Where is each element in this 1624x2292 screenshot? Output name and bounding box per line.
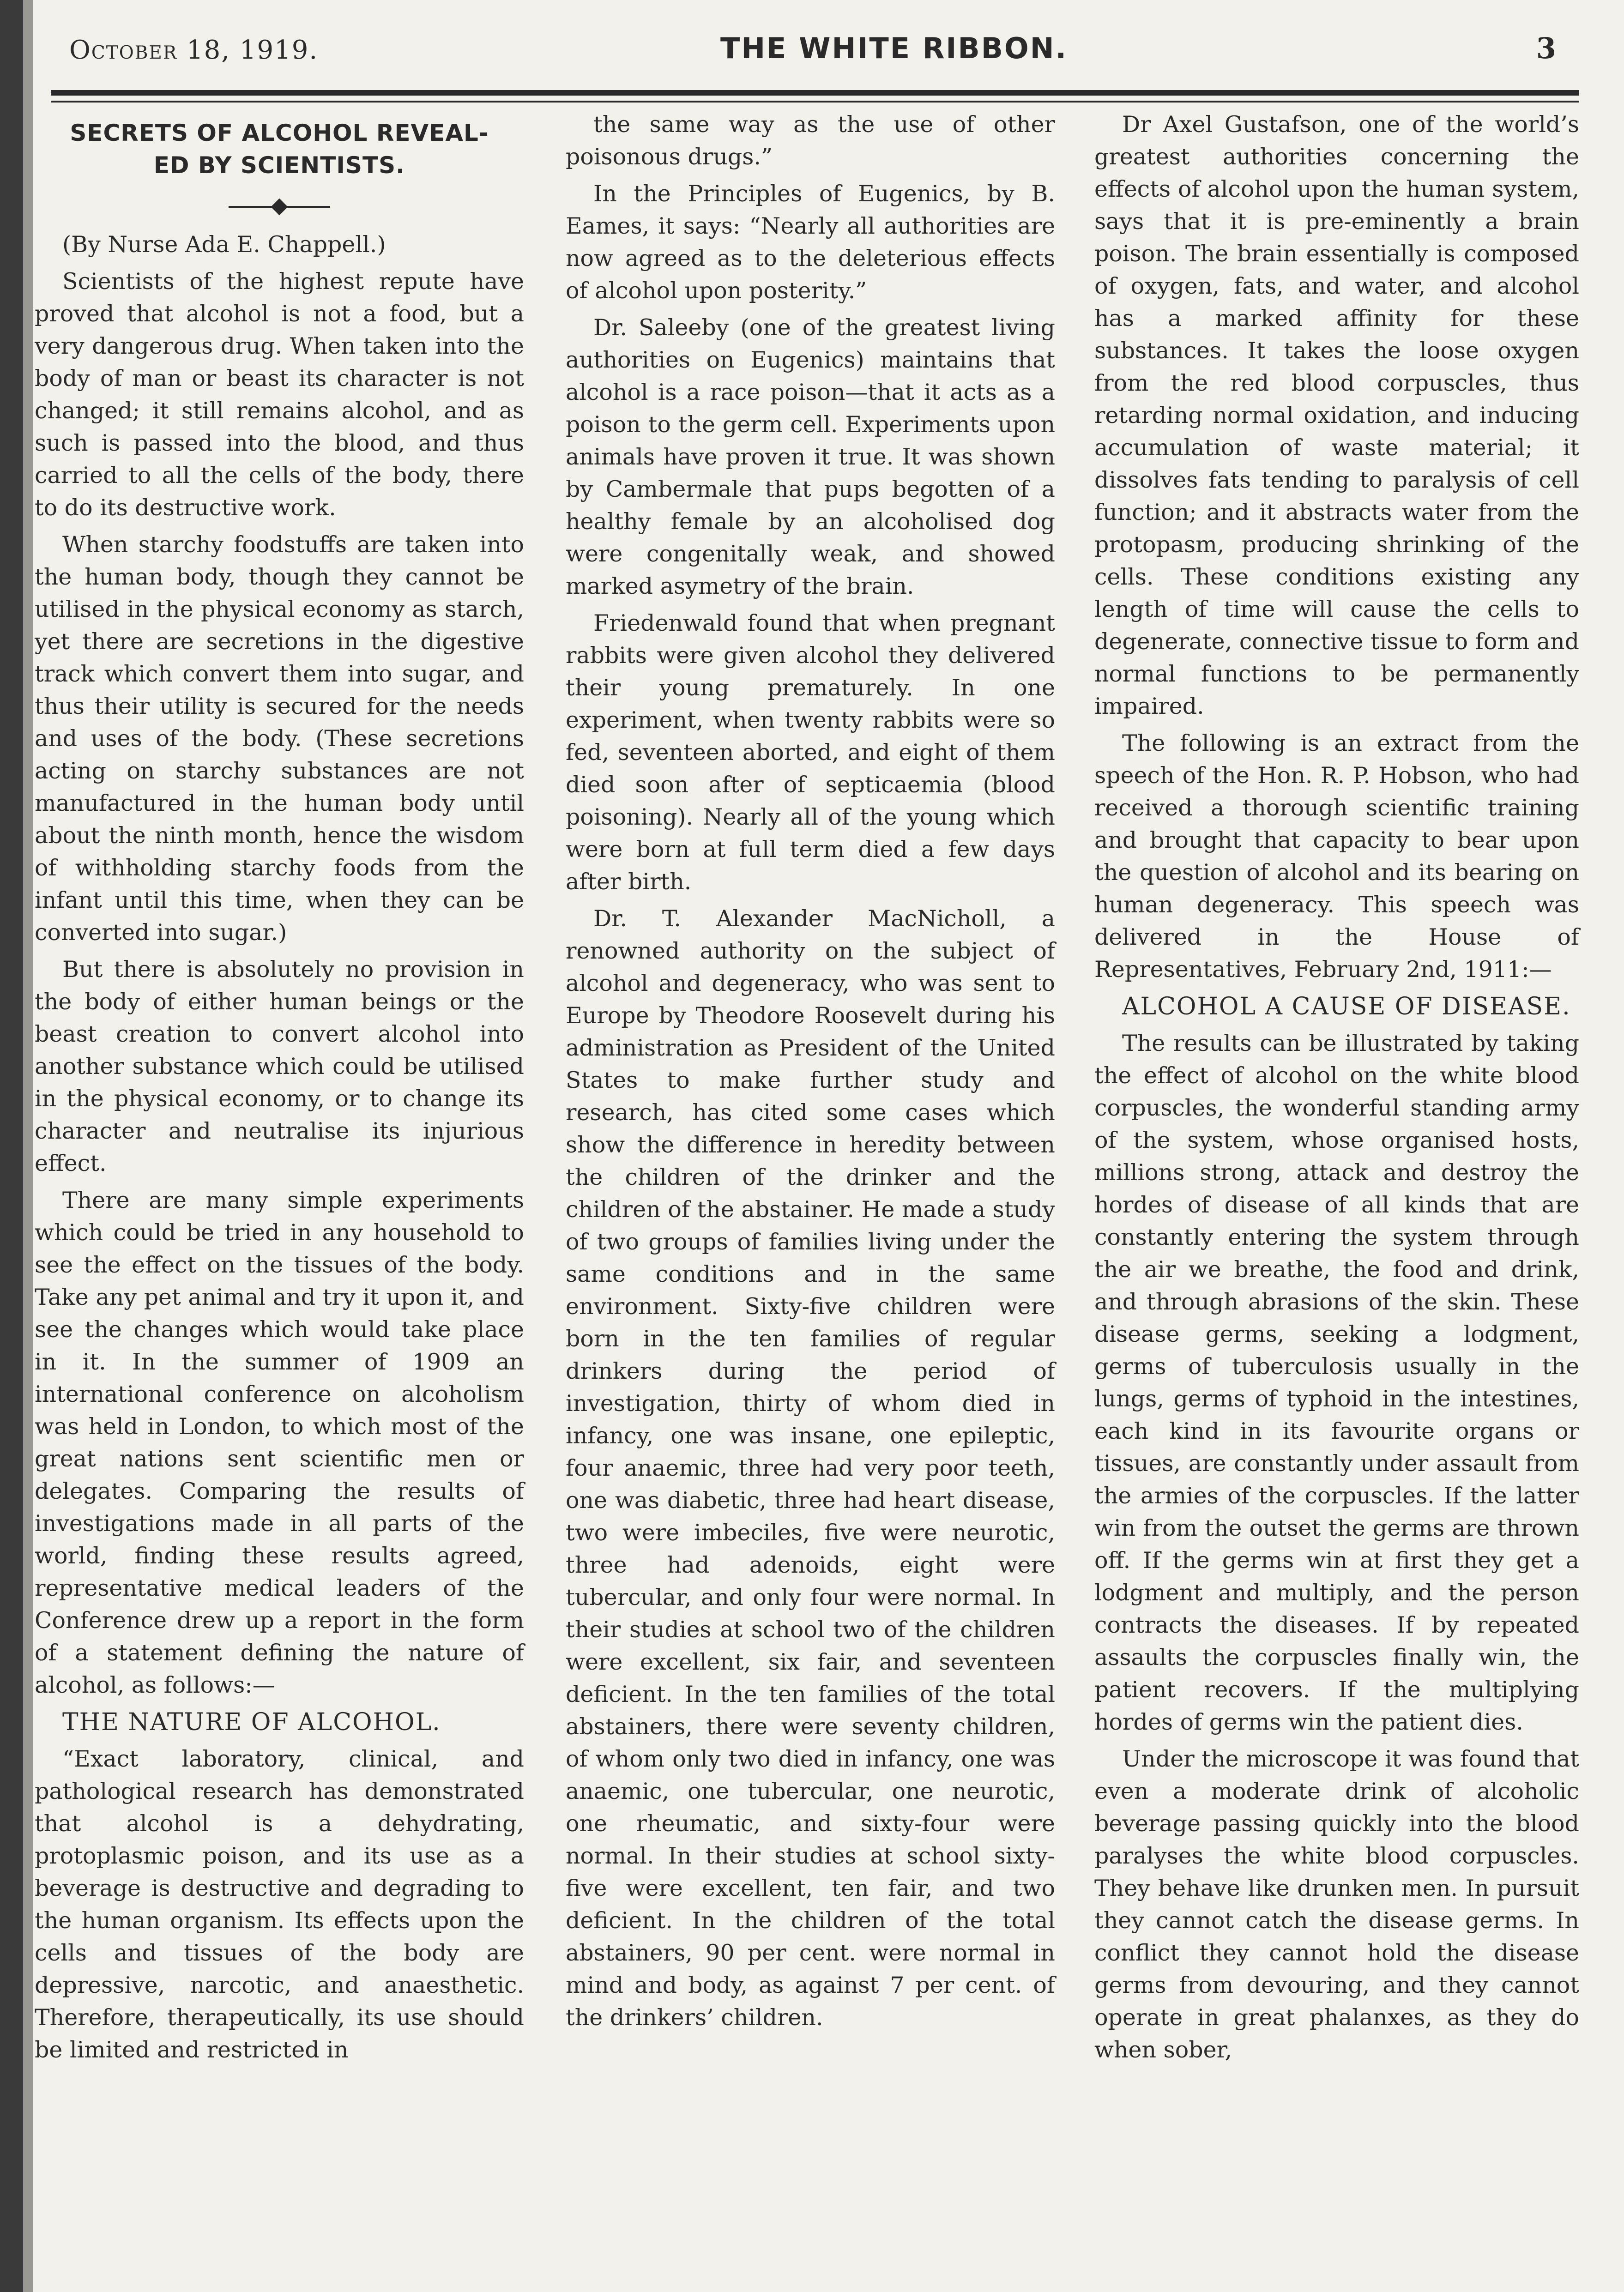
paragraph: The following is an extract from the speech of the Hon. R. P. Hobson, who had received a thorough scientific training and brought that capacity to bear upon the question of alcohol and its bearing on human degeneracy. This speech was delivered in the House of Representatives, February 2nd, 1911:— <box>1094 730 1579 983</box>
paragraph: Dr. Saleeby (one of the greatest living authorities on Eugenics) maintains that alcohol is a race poison—that it acts as a poison to the germ cell. Experiments upon animals have proven it true. It was shown by Cambermale that pups begotten of a healthy female by an alcoholised dog were congenitally weak, and showed marked asymetry of the brain. <box>566 314 1055 599</box>
headline-line-1: SECRETS OF ALCOHOL REVEAL- <box>70 120 489 146</box>
page-header <box>55 31 1575 78</box>
column-3 <box>1094 109 1579 2071</box>
paragraph: In the Principles of Eugenics, by B. Eames, it says: “Nearly all authorities are now agreed as to the deleterious effects of alcohol upon posterity.” <box>566 181 1055 304</box>
paragraph: Under the microscope it was found that even a moderate drink of alcoholic beverage passing quickly into the blood paralyses the white blood corpuscles. They behave like drunken men. In pursuit they cannot catch the disease germs. In conflict they cannot hold the disease germs from devouring, and they cannot operate in great phalanxes, as they do when sober, <box>1094 1746 1579 2063</box>
paragraph: Dr. T. Alexander MacNicholl, a renowned authority on the subject of alcohol and degeneracy, who was sent to Europe by Theodore Roosevelt during his administration as President of the United States to make further study and research, has cited some cases which show the difference in heredity between the children of the drinker and the children of the abstainer. He made a study of two groups of families living under the same conditions and in the same environment. Sixty-five children were born in the ten families of regular drinkers during the period of investigation, thirty of whom died in infancy, one was insane, one epileptic, four anaemic, three had very poor teeth, one was diabetic, three had heart disease, two were imbeciles, five were neurotic, three had adenoids, eight were tubercular, and only four were normal. In their studies at school two of the children were excellent, six fair, and seventeen deficient. In the ten families of the total abstainers, there were seventy children, of whom only two died in infancy, one was anaemic, one tubercular, one neurotic, one rheumatic, and sixty-four were normal. In their studies at school sixty-five were excellent, ten fair, and two deficient. In the children of the total abstainers, 90 per cent. were normal in mind and body, as against 7 per cent. of the drinkers’ children. <box>566 905 1055 2031</box>
binding-edge <box>0 0 23 2292</box>
binding-edge-shadow <box>23 0 33 2292</box>
paragraph: But there is absolutely no provision in the body of either human beings or the beast creation to convert alcohol into another substance which could be utilised in the physical economy, or to change its character and neutralise its injurious effect. <box>35 956 524 1176</box>
header-rule-thick <box>51 90 1579 96</box>
paragraph: When starchy foodstuffs are taken into the human body, though they cannot be utilised in the physical economy as starch, yet there are secretions in the digestive track which convert them into sugar, and thus their utility is secured for the needs and uses of the body. (These secretions acting on starchy substances are not manufactured in the human body until about the ninth month, hence the wisdom of withholding starchy foods from the infant until this time, when they can be converted into sugar.) <box>35 531 524 946</box>
page-number: 3 <box>1536 31 1556 65</box>
paragraph: “Exact laboratory, clinical, and pathological research has demonstrated that alcohol is a dehydrating, protoplasmic poison, and its use as a beverage is destructive and degrading to the human organism. Its effects upon the cells and tissues of the body are depressive, narcotic, and anaesthetic. Therefore, therapeutically, its use should be limited and restricted in <box>35 1746 524 2063</box>
subheading-nature-of-alcohol: THE NATURE OF ALCOHOL. <box>62 1708 441 1736</box>
paragraph: There are many simple experiments which could be tried in any household to see the effect on the tissues of the body. Take any pet animal and try it upon it, and see the changes which would take place in it. In the summer of 1909 an international conference on alcoholism was held in London, to which most of the great nations sent scientific men or delegates. Comparing the results of investigations made in all parts of the world, finding these results agreed, representative medical leaders of the Conference drew up a report in the form of a statement defining the nature of alcohol, as follows:— <box>35 1187 524 1698</box>
ornament-divider-icon <box>229 200 330 214</box>
header-date: October 18, 1919. <box>69 35 319 65</box>
header-rule-thin <box>51 101 1579 103</box>
column-2 <box>566 109 1055 2039</box>
paragraph: the same way as the use of other poisonous drugs.” <box>566 111 1055 170</box>
paragraph: The results can be illustrated by taking the effect of alcohol on the white blood corpuscles, the wonderful standing army of the system, whose organised hosts, millions strong, attack and destroy the hordes of disease of all kinds that are constantly entering the system through the air we breathe, the food and drink, and through abrasions of the skin. These disease germs, seeking a lodgment, germs of tuberculosis usually in the lungs, germs of typhoid in the intestines, each kind in its favourite organs or tissues, are constantly under assault from the armies of the corpuscles. If the latter win from the outset the germs are thrown off. If the germs win at first they get a lodgment and multiply, and the person contracts the diseases. If by repeated assaults the corpuscles finally win, the patient recovers. If the multiplying hordes of germs win the patient dies. <box>1094 1030 1579 1735</box>
byline: (By Nurse Ada E. Chappell.) <box>62 231 386 258</box>
masthead-title: THE WHITE RIBBON. <box>720 31 1068 65</box>
paragraph: Friedenwald found that when pregnant rabbits were given alcohol they delivered their young prematurely. In one experiment, when twenty rabbits were so fed, seventeen aborted, and eight of them died soon after of septicaemia (blood poisoning). Nearly all of the young which were born at full term died a few days after birth. <box>566 610 1055 895</box>
article-headline <box>35 117 524 181</box>
column-1 <box>35 109 524 2071</box>
paragraph: Dr Axel Gustafson, one of the world’s greatest authorities concerning the effects of alcohol upon the human system, says that it is pre-eminently a brain poison. The brain essentially is composed of oxygen, fats, and water, and alcohol has a marked affinity for these substances. It takes the loose oxygen from the red blood corpuscles, thus retarding normal oxidation, and inducing accumulation of waste material; it dissolves fats tending to paralysis of cell function; and it abstracts water from the protopasm, producing shrinking of the cells. These conditions existing any length of time will cause the cells to degenerate, connective tissue to form and normal functions to be permanently impaired. <box>1094 111 1579 719</box>
subheading-alcohol-cause-of-disease: ALCOHOL A CAUSE OF DISEASE. <box>1122 993 1571 1020</box>
paragraph: Scientists of the highest repute have proved that alcohol is not a food, but a very dangerous drug. When taken into the body of man or beast its character is not changed; it still remains alcohol, and as such is passed into the blood, and thus carried to all the cells of the body, there to do its destructive work. <box>35 268 524 521</box>
headline-line-2: ED BY SCIENTISTS. <box>153 152 405 179</box>
